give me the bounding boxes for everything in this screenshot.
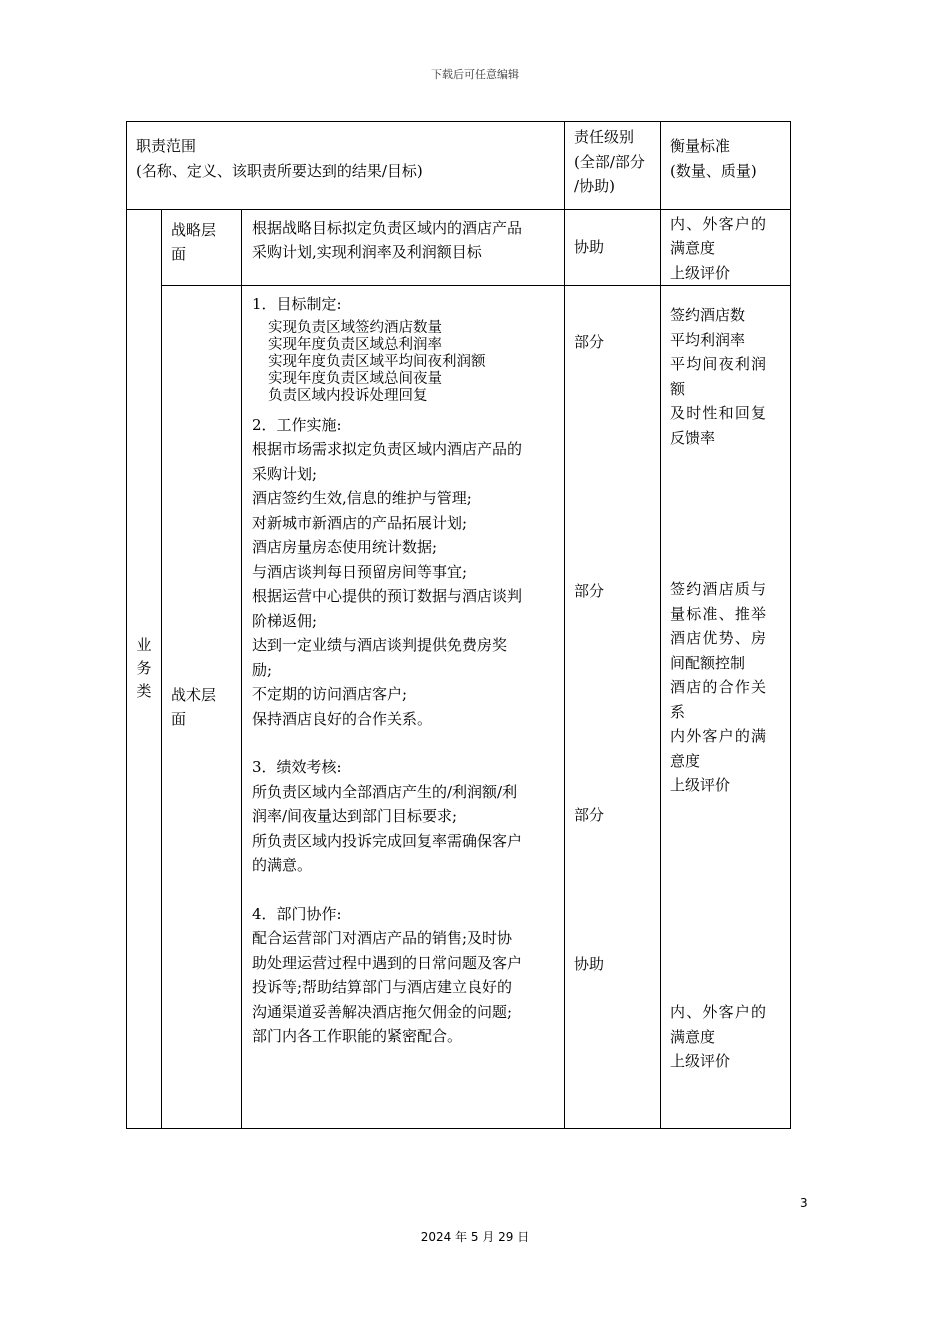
standard-line: 满意度 bbox=[670, 239, 716, 257]
standard-group-2 bbox=[670, 577, 784, 798]
standard-line: 反馈率 bbox=[670, 428, 716, 447]
desc-line: 采购计划,实现利润率及利润额目标 bbox=[252, 243, 482, 261]
work-line: 酒店房量房态使用统计数据; bbox=[252, 538, 438, 556]
scope-title: 职责范围 bbox=[136, 137, 197, 155]
category-cell bbox=[127, 209, 162, 1129]
standard-line: 及时性和回复 bbox=[670, 404, 768, 422]
level-line: 面 bbox=[171, 710, 187, 728]
strategic-responsibility bbox=[565, 209, 661, 286]
section-work-title: 2．工作实施: bbox=[252, 415, 342, 434]
tactical-description bbox=[242, 286, 565, 1129]
category-label: 业务类 bbox=[136, 636, 152, 700]
standard-line: 内、外客户的 bbox=[670, 214, 768, 233]
section-goal-items bbox=[252, 320, 556, 405]
standard-line: 上级评价 bbox=[670, 776, 731, 794]
standard-line: 间配额控制 bbox=[670, 653, 746, 672]
standard-line: 酒店的合作关 bbox=[670, 678, 768, 696]
cooperation-line: 配合运营部门对酒店产品的销售;及时协 bbox=[252, 929, 513, 947]
standard-line: 上级评价 bbox=[670, 263, 731, 282]
standard-line: 系 bbox=[670, 702, 686, 721]
standard-header bbox=[661, 122, 791, 210]
standard-line: 满意度 bbox=[670, 1027, 716, 1046]
standard-header-line: 衡量标准 bbox=[670, 137, 731, 155]
header-note: 下载后可任意编辑 bbox=[431, 68, 519, 81]
work-line: 根据运营中心提供的预订数据与酒店谈判 bbox=[252, 587, 523, 605]
cooperation-line: 助处理运营过程中遇到的日常问题及客户 bbox=[252, 953, 523, 972]
evaluation-line: 润率/间夜量达到部门目标要求; bbox=[252, 807, 458, 825]
section-evaluation-lines bbox=[252, 780, 556, 878]
strategic-standard bbox=[661, 209, 791, 286]
standard-line: 内外客户的满 bbox=[670, 727, 768, 745]
table-header-row bbox=[127, 122, 791, 210]
cooperation-line: 沟通渠道妥善解决酒店拖欠佣金的问题; bbox=[252, 1002, 513, 1021]
strategic-description bbox=[242, 209, 565, 286]
responsibility-value: 协助 bbox=[574, 955, 605, 973]
level-line: 战略层 bbox=[171, 220, 217, 239]
level-line: 战术层 bbox=[171, 685, 217, 704]
tactical-responsibility bbox=[565, 286, 661, 1129]
section-goal-title: 1．目标制定: bbox=[252, 295, 342, 313]
standard-line: 额 bbox=[670, 379, 686, 398]
goal-item: 负责区域内投诉处理回复 bbox=[268, 387, 428, 404]
evaluation-line: 所负责区域内全部酒店产生的/利润额/利 bbox=[252, 782, 518, 801]
standard-group-3 bbox=[670, 1000, 784, 1074]
standard-line: 量标准、推举 bbox=[670, 604, 768, 623]
cooperation-line: 投诉等;帮助结算部门与酒店建立良好的 bbox=[252, 978, 513, 996]
section-evaluation-title: 3．绩效考核: bbox=[252, 758, 342, 776]
work-line: 与酒店谈判每日预留房间等事宜; bbox=[252, 562, 468, 581]
work-line: 保持酒店良好的合作关系。 bbox=[252, 709, 433, 728]
responsibility-value: 部分 bbox=[574, 806, 605, 824]
scope-subtitle: (名称、定义、该职责所要达到的结果/目标) bbox=[136, 161, 423, 180]
goal-item: 实现负责区域签约酒店数量 bbox=[268, 319, 442, 336]
level-line: 面 bbox=[171, 245, 187, 263]
section-work-lines bbox=[252, 437, 556, 731]
desc-line: 根据战略目标拟定负责区域内的酒店产品 bbox=[252, 218, 523, 237]
level-header-line: (全部/部分 bbox=[574, 152, 645, 171]
scope-header bbox=[127, 122, 565, 210]
standard-line: 签约酒店质与 bbox=[670, 580, 768, 598]
standard-line: 酒店优势、房 bbox=[670, 629, 768, 647]
tactical-level bbox=[162, 286, 242, 1129]
work-line: 采购计划; bbox=[252, 464, 318, 483]
responsibility-table bbox=[126, 121, 791, 1129]
work-line: 对新城市新酒店的产品拓展计划; bbox=[252, 513, 468, 532]
goal-item: 实现年度负责区域平均间夜利润额 bbox=[268, 353, 486, 370]
standard-line: 签约酒店数 bbox=[670, 306, 746, 324]
section-cooperation-lines bbox=[252, 926, 556, 1049]
cooperation-line: 部门内各工作职能的紧密配合。 bbox=[252, 1027, 463, 1045]
work-line: 不定期的访问酒店客户; bbox=[252, 685, 408, 703]
work-line: 根据市场需求拟定负责区域内酒店产品的 bbox=[252, 440, 523, 458]
footer-date: 2024 年 5 月 29 日 bbox=[420, 1230, 530, 1244]
strategic-level bbox=[162, 209, 242, 286]
standard-line: 意度 bbox=[670, 751, 701, 770]
tactical-standard bbox=[661, 286, 791, 1129]
responsibility-value: 部分 bbox=[574, 333, 605, 351]
goal-item: 实现年度负责区域总利润率 bbox=[268, 336, 442, 353]
page-number: 3 bbox=[800, 1196, 808, 1210]
standard-line: 平均间夜利润 bbox=[670, 355, 768, 373]
level-header-line: /协助) bbox=[574, 177, 615, 195]
evaluation-line: 的满意。 bbox=[252, 856, 313, 874]
work-line: 酒店签约生效,信息的维护与管理; bbox=[252, 489, 472, 507]
work-line: 达到一定业绩与酒店谈判提供免费房奖 bbox=[252, 636, 508, 654]
work-line: 阶梯返佣; bbox=[252, 611, 318, 630]
standard-line: 平均利润率 bbox=[670, 330, 746, 349]
standard-line: 上级评价 bbox=[670, 1052, 731, 1070]
standard-group-1 bbox=[670, 303, 784, 450]
responsibility-value: 协助 bbox=[574, 238, 605, 256]
level-header-line: 责任级别 bbox=[574, 128, 635, 146]
standard-header-line: (数量、质量) bbox=[670, 161, 757, 180]
standard-line: 内、外客户的 bbox=[670, 1003, 768, 1021]
tactical-row bbox=[127, 286, 791, 1129]
work-line: 励; bbox=[252, 660, 273, 679]
goal-item: 实现年度负责区域总间夜量 bbox=[268, 370, 442, 387]
level-header bbox=[565, 122, 661, 210]
section-cooperation-title: 4．部门协作: bbox=[252, 904, 342, 923]
strategic-row bbox=[127, 209, 791, 286]
evaluation-line: 所负责区域内投诉完成回复率需确保客户 bbox=[252, 831, 523, 850]
responsibility-value: 部分 bbox=[574, 582, 605, 600]
